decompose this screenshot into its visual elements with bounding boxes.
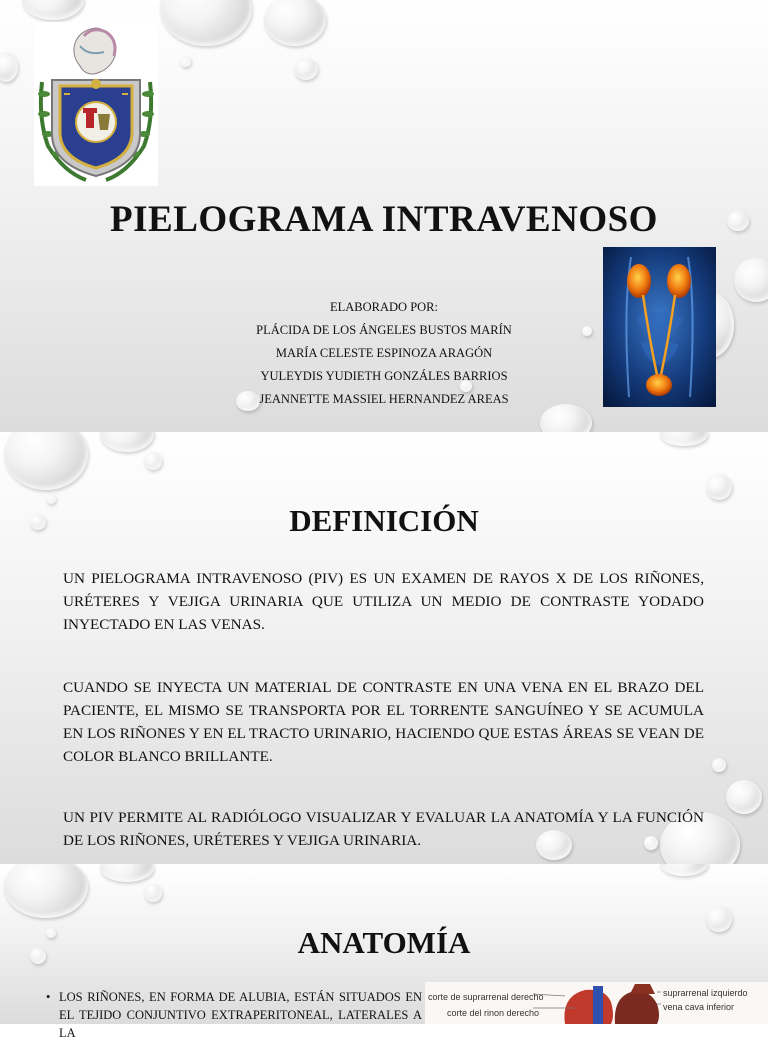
water-drop	[100, 432, 154, 452]
definition-paragraph: CUANDO SE INYECTA UN MATERIAL DE CONTRASTE EN UNA VENA EN EL BRAZO DEL PACIENTE, EL MISMO SE TRANSPORTA POR EL TORRENTE SANGUÍNEO Y SE ACUMULA EN LOS RIÑONES Y EN EL TRACTO URINARIO, HACIENDO QUE ESTAS ÁREAS SE VEAN DE COLOR BLANCO BRILLANTE.	[63, 679, 704, 765]
figure-label: suprarrenal izquierdo	[663, 988, 748, 998]
title-slide	[0, 0, 768, 432]
water-drop	[706, 474, 732, 500]
section-title: ANATOMÍA	[297, 925, 471, 960]
definition-slide	[0, 432, 768, 864]
water-drop	[144, 884, 162, 902]
water-drop	[4, 432, 88, 490]
authors-list	[184, 296, 584, 411]
water-drop	[160, 0, 252, 46]
author-name: JEANNETTE MASSIEL HERNANDEZ AREAS	[259, 392, 509, 406]
figure-label: vena cava inferior	[663, 1002, 735, 1012]
water-drop	[294, 58, 318, 80]
definition-paragraph: UN PIELOGRAMA INTRAVENOSO (PIV) ES UN EXAMEN DE RAYOS X DE LOS RIÑONES, URÉTERES Y VEJIGA URINARIA QUE UTILIZA UN MEDIO DE CONTRASTE YODADO INYECTADO EN LAS VENAS.	[63, 570, 704, 633]
water-drop	[726, 780, 762, 814]
author-name: PLÁCIDA DE LOS ÁNGELES BUSTOS MARÍN	[256, 323, 512, 337]
water-drop	[4, 864, 88, 918]
anatomy-figure	[425, 982, 768, 1024]
university-crest	[34, 22, 158, 186]
author-name: MARÍA CELESTE ESPINOZA ARAGÓN	[275, 346, 493, 360]
water-drop	[734, 258, 768, 302]
anatomy-bullet-text: • LOS RIÑONES, EN FORMA DE ALUBIA, ESTÁN SITUADOS EN EL TEJIDO CONJUNTIVO EXTRAPERITONEAL, LATERALES A LA	[59, 990, 422, 1040]
water-drop	[660, 432, 708, 446]
author-name: YULEYDIS YUDIETH GONZÁLES BARRIOS	[260, 369, 508, 383]
definition-paragraph: UN PIV PERMITE AL RADIÓLOGO VISUALIZAR Y EVALUAR LA ANATOMÍA Y LA FUNCIÓN DE LOS RIÑONES, URÉTERES Y VEJIGA URINARIA.	[63, 809, 704, 849]
water-drop	[264, 0, 326, 46]
presentation-title: PIELOGRAMA INTRAVENOSO	[110, 199, 658, 240]
credits-heading: ELABORADO POR:	[330, 300, 438, 314]
water-drop	[712, 758, 726, 772]
anatomy-bullet	[46, 988, 422, 1042]
figure-label: corte del rinon derecho	[447, 1008, 540, 1018]
section-title: DEFINICIÓN	[289, 503, 479, 538]
water-drop	[180, 56, 191, 67]
water-drop	[100, 864, 154, 882]
urinary-system-illustration	[603, 247, 716, 407]
water-drop	[144, 452, 162, 470]
water-drop	[22, 0, 84, 20]
water-drop	[0, 52, 18, 82]
water-drop	[660, 864, 708, 876]
figure-label: corte de suprarrenal derecho	[428, 992, 544, 1002]
